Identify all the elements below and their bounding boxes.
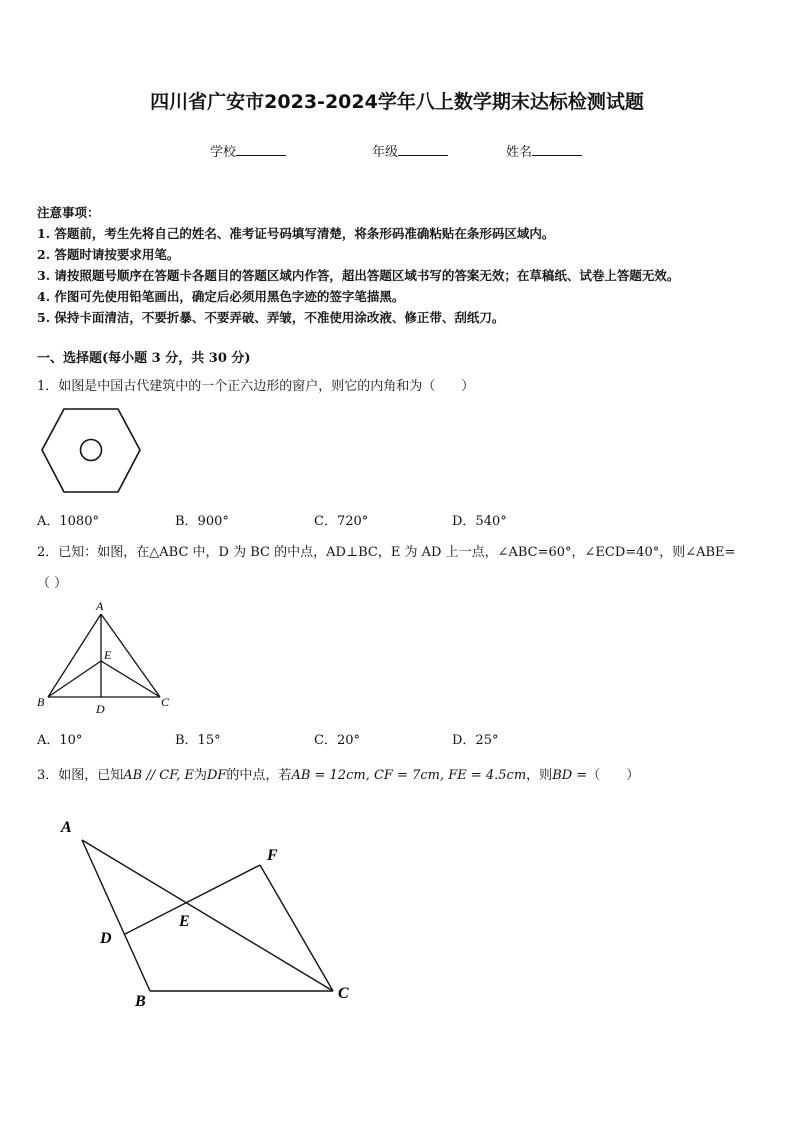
school-blank[interactable] [236,143,286,156]
school-field [210,141,286,160]
label-c: C [338,985,349,1002]
label-d: D [100,930,112,947]
school-label: 学校 [210,145,237,160]
q1-option-d[interactable]: D．540° [452,514,507,529]
hexagon-window-figure [40,407,142,495]
q1-option-c[interactable]: C．720° [314,514,369,529]
label-b: B [135,993,146,1010]
label-e: E [179,913,190,930]
label-b: B [37,695,45,709]
note-item: 2. 答题时请按要求用笔。 [37,247,180,262]
name-blank[interactable] [532,143,582,156]
grade-field [372,141,448,160]
q2-option-c[interactable]: C．20° [314,733,360,748]
label-f: F [267,847,278,864]
name-field [506,141,582,160]
label-d: D [96,702,105,716]
grade-blank[interactable] [398,143,448,156]
label-c: C [161,695,170,709]
page-title: 四川省广安市2023-2024学年八上数学期末达标检测试题 [150,91,644,113]
question-1-stem: 1．如图是中国古代建筑中的一个正六边形的窗户，则它的内角和为（ ） [37,379,475,394]
q1-option-b[interactable]: B．900° [175,514,229,529]
triangle-abc-figure [36,598,172,718]
label-a: A [96,599,104,613]
q2-option-b[interactable]: B．15° [175,733,221,748]
label-a: A [61,819,72,836]
q2-option-a[interactable]: A．10° [37,733,83,748]
question-2-stem-cont: （ ） [37,576,68,591]
note-item: 5. 保持卡面清洁，不要折暴、不要弄破、弄皱，不准使用涂改液、修正带、刮纸刀。 [37,310,505,325]
notes-heading: 注意事项： [37,205,100,220]
question-3-stem: 3．如图，已知AB // CF, E为DF的中点，若AB = 12cm, CF = 7cm, FE = 4.5cm，则BD =（ ） [37,768,640,783]
q1-option-a[interactable]: A．1080° [37,514,99,529]
label-e: E [104,648,112,662]
section-title: 一、选择题(每小题 3 分，共 30 分) [37,351,251,366]
note-item: 3. 请按照题号顺序在答题卡各题目的答题区域内作答，超出答题区域书写的答案无效；在草稿纸、试卷上答题无效。 [37,268,680,283]
hexagon-shape [42,409,140,492]
name-label: 姓名 [506,145,533,160]
question-2-stem: 2．已知：如图，在△ABC 中，D 为 BC 的中点，AD⊥BC，E 为 AD 上一点，∠ABC=60°，∠ECD=40°，则∠ABE= [37,545,736,560]
note-item: 4. 作图可先使用铅笔画出，确定后必须用黑色字迹的签字笔描黑。 [37,289,405,304]
grade-label: 年级 [372,145,399,160]
note-item: 1. 答题前，考生先将自己的姓名、准考证号码填写清楚，将条形码准确粘贴在条形码区域内。 [37,226,555,241]
window-circle [81,440,102,461]
quadrilateral-figure [55,812,365,1012]
q2-option-d[interactable]: D．25° [452,733,499,748]
